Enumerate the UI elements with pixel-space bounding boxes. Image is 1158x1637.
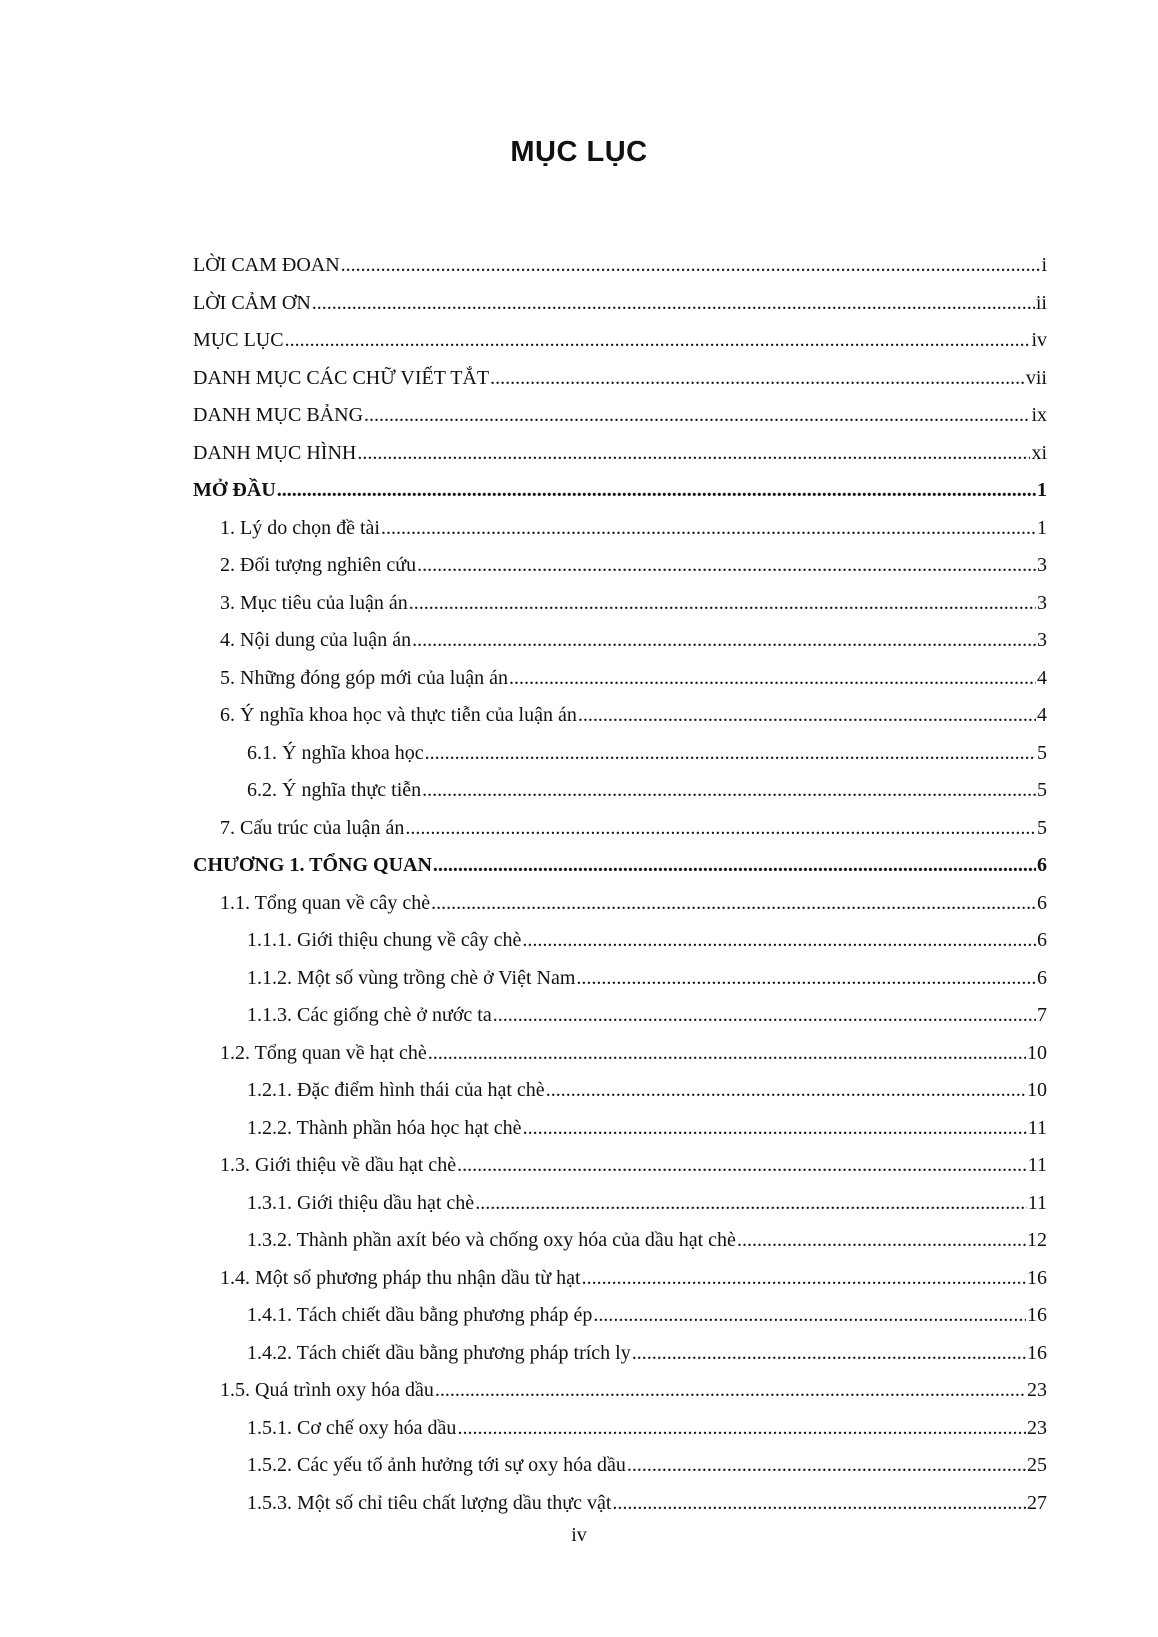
toc-entry-page: 3 bbox=[1037, 629, 1047, 651]
toc-dot-leader bbox=[412, 622, 1036, 660]
toc-entry-label: 5. Những đóng góp mới của luận án bbox=[220, 666, 509, 689]
toc-entry-page: 11 bbox=[1027, 1116, 1047, 1139]
toc-entry-page: 4 bbox=[1037, 666, 1047, 689]
toc-entry bbox=[193, 585, 1047, 623]
toc-entry bbox=[193, 360, 1047, 398]
toc-entry-page: 10 bbox=[1027, 1041, 1047, 1064]
toc-entry-page: 3 bbox=[1037, 591, 1047, 614]
toc-entry-page: 5 bbox=[1037, 779, 1047, 801]
toc-entry-page: 10 bbox=[1027, 1079, 1047, 1101]
toc-entry-label: CHƯƠNG 1. TỔNG QUAN bbox=[193, 854, 432, 876]
table-of-contents bbox=[193, 247, 1047, 1522]
toc-entry-page: 6 bbox=[1037, 929, 1047, 951]
toc-entry bbox=[193, 1335, 1047, 1373]
toc-entry bbox=[193, 1410, 1047, 1448]
toc-dot-leader bbox=[417, 547, 1036, 585]
toc-entry-label: DANH MỤC HÌNH bbox=[193, 441, 357, 464]
toc-entry-page: 6 bbox=[1037, 891, 1047, 914]
toc-entry-label: 6. Ý nghĩa khoa học và thực tiễn của luận án bbox=[220, 704, 577, 726]
toc-entry-page: 1 bbox=[1037, 516, 1047, 539]
toc-entry bbox=[193, 322, 1047, 360]
toc-entry-page: 1 bbox=[1037, 479, 1047, 501]
toc-entry-page: 11 bbox=[1027, 1154, 1047, 1176]
toc-dot-leader bbox=[593, 1297, 1026, 1335]
toc-entry-label: 1.4. Một số phương pháp thu nhận dầu từ hạt bbox=[220, 1266, 581, 1289]
toc-entry-label: 6.1. Ý nghĩa khoa học bbox=[247, 741, 424, 764]
toc-entry bbox=[193, 510, 1047, 548]
toc-entry-label: 1.1.2. Một số vùng trồng chè ở Việt Nam bbox=[247, 966, 576, 989]
toc-entry bbox=[193, 885, 1047, 923]
toc-dot-leader bbox=[431, 885, 1036, 923]
toc-entry-page: 16 bbox=[1027, 1304, 1047, 1326]
toc-entry bbox=[193, 472, 1047, 510]
toc-entry-label: 7. Cấu trúc của luận án bbox=[220, 816, 405, 839]
toc-dot-leader bbox=[428, 1035, 1026, 1073]
toc-entry bbox=[193, 1260, 1047, 1298]
toc-entry bbox=[193, 1372, 1047, 1410]
toc-entry-page: 12 bbox=[1027, 1229, 1047, 1251]
toc-dot-leader bbox=[433, 847, 1036, 885]
toc-entry-page: 4 bbox=[1037, 704, 1047, 726]
toc-dot-leader bbox=[493, 997, 1036, 1035]
toc-dot-leader bbox=[582, 1260, 1026, 1298]
toc-dot-leader bbox=[435, 1372, 1026, 1410]
toc-dot-leader bbox=[576, 960, 1036, 998]
toc-entry bbox=[193, 1110, 1047, 1148]
toc-entry bbox=[193, 1447, 1047, 1485]
toc-entry-page: vii bbox=[1025, 366, 1047, 389]
toc-dot-leader bbox=[457, 1147, 1027, 1185]
toc-entry-label: 1.1.3. Các giống chè ở nước ta bbox=[247, 1004, 492, 1026]
toc-entry bbox=[193, 922, 1047, 960]
toc-entry-label: 1.5.2. Các yếu tố ảnh hưởng tới sự oxy hóa dầu bbox=[247, 1454, 626, 1476]
toc-entry-page: ix bbox=[1031, 404, 1047, 426]
toc-entry-label: 1. Lý do chọn đề tài bbox=[220, 516, 380, 539]
toc-entry-label: 1.1. Tổng quan về cây chè bbox=[220, 891, 431, 914]
toc-dot-leader bbox=[357, 435, 1030, 473]
toc-dot-leader bbox=[490, 360, 1025, 398]
toc-entry-page: 6 bbox=[1037, 966, 1047, 989]
toc-entry bbox=[193, 997, 1047, 1035]
toc-dot-leader bbox=[341, 247, 1041, 285]
toc-dot-leader bbox=[546, 1072, 1026, 1110]
page-number: iv bbox=[571, 1524, 587, 1546]
toc-entry bbox=[193, 397, 1047, 435]
toc-entry-label: 1.3.2. Thành phần axít béo và chống oxy hóa của dầu hạt chè bbox=[247, 1229, 736, 1251]
toc-entry bbox=[193, 547, 1047, 585]
toc-entry-label: 1.5.1. Cơ chế oxy hóa dầu bbox=[247, 1416, 457, 1439]
toc-entry-label: LỜI CẢM ƠN bbox=[193, 291, 311, 314]
toc-dot-leader bbox=[285, 322, 1031, 360]
toc-dot-leader bbox=[381, 510, 1036, 548]
toc-entry bbox=[193, 772, 1047, 810]
toc-dot-leader bbox=[364, 397, 1030, 435]
toc-dot-leader bbox=[422, 772, 1036, 810]
toc-dot-leader bbox=[425, 735, 1036, 773]
toc-entry-label: 1.2.2. Thành phần hóa học hạt chè bbox=[247, 1116, 522, 1139]
toc-dot-leader bbox=[277, 472, 1036, 510]
toc-dot-leader bbox=[405, 810, 1036, 848]
toc-entry-label: 1.2. Tổng quan về hạt chè bbox=[220, 1041, 427, 1064]
toc-entry-label: 1.3. Giới thiệu về dầu hạt chè bbox=[220, 1154, 457, 1176]
toc-entry-label: DANH MỤC CÁC CHỮ VIẾT TẮT bbox=[193, 366, 490, 389]
toc-entry-label: 1.5.3. Một số chỉ tiêu chất lượng dầu thực vật bbox=[247, 1491, 612, 1514]
toc-dot-leader bbox=[509, 660, 1036, 698]
toc-entry bbox=[193, 810, 1047, 848]
toc-entry-label: 3. Mục tiêu của luận án bbox=[220, 591, 408, 614]
toc-entry-label: 1.5. Quá trình oxy hóa dầu bbox=[220, 1379, 434, 1401]
toc-entry bbox=[193, 660, 1047, 698]
toc-entry-label: LỜI CAM ĐOAN bbox=[193, 254, 340, 276]
toc-entry-page: 5 bbox=[1037, 741, 1047, 764]
toc-entry-page: 27 bbox=[1027, 1491, 1047, 1514]
toc-entry-label: 1.1.1. Giới thiệu chung về cây chè bbox=[247, 929, 522, 951]
toc-entry-label: 1.3.1. Giới thiệu dầu hạt chè bbox=[247, 1191, 475, 1214]
toc-entry-page: 25 bbox=[1027, 1454, 1047, 1476]
toc-entry-page: 3 bbox=[1037, 554, 1047, 576]
toc-dot-leader bbox=[627, 1447, 1026, 1485]
toc-dot-leader bbox=[632, 1335, 1026, 1373]
page-title: MỤC LỤC bbox=[510, 136, 648, 168]
toc-dot-leader bbox=[409, 585, 1036, 623]
toc-dot-leader bbox=[612, 1485, 1026, 1523]
toc-entry-page: xi bbox=[1031, 441, 1047, 464]
toc-entry-label: 4. Nội dung của luận án bbox=[220, 629, 412, 651]
toc-entry-page: i bbox=[1041, 254, 1047, 276]
toc-entry bbox=[193, 960, 1047, 998]
toc-entry bbox=[193, 735, 1047, 773]
toc-entry-page: 6 bbox=[1037, 854, 1047, 876]
toc-dot-leader bbox=[578, 697, 1036, 735]
toc-dot-leader bbox=[457, 1410, 1026, 1448]
toc-entry-page: 16 bbox=[1027, 1266, 1047, 1289]
toc-entry bbox=[193, 247, 1047, 285]
toc-entry-page: 16 bbox=[1027, 1341, 1047, 1364]
toc-entry-page: 23 bbox=[1027, 1379, 1047, 1401]
toc-entry-label: 1.2.1. Đặc điểm hình thái của hạt chè bbox=[247, 1079, 545, 1101]
toc-entry bbox=[193, 697, 1047, 735]
toc-entry bbox=[193, 285, 1047, 323]
toc-entry-label: DANH MỤC BẢNG bbox=[193, 404, 364, 426]
toc-entry bbox=[193, 1147, 1047, 1185]
toc-entry-page: iv bbox=[1031, 329, 1047, 351]
toc-dot-leader bbox=[522, 922, 1036, 960]
toc-entry bbox=[193, 1485, 1047, 1523]
toc-entry-label: 1.4.1. Tách chiết dầu bằng phương pháp ép bbox=[247, 1304, 593, 1326]
toc-entry-page: ii bbox=[1035, 291, 1047, 314]
toc-entry-page: 7 bbox=[1037, 1004, 1047, 1026]
toc-entry bbox=[193, 1072, 1047, 1110]
toc-entry bbox=[193, 622, 1047, 660]
toc-dot-leader bbox=[523, 1110, 1027, 1148]
toc-entry-label: MỞ ĐẦU bbox=[193, 479, 276, 501]
toc-entry bbox=[193, 847, 1047, 885]
toc-entry-label: 2. Đối tượng nghiên cứu bbox=[220, 554, 417, 576]
toc-entry-page: 5 bbox=[1037, 816, 1047, 839]
toc-entry-label: 1.4.2. Tách chiết dầu bằng phương pháp trích ly bbox=[247, 1341, 631, 1364]
toc-entry-label: MỤC LỤC bbox=[193, 329, 284, 351]
toc-entry bbox=[193, 1297, 1047, 1335]
toc-dot-leader bbox=[312, 285, 1035, 323]
toc-entry-page: 11 bbox=[1027, 1191, 1047, 1214]
toc-entry-label: 6.2. Ý nghĩa thực tiễn bbox=[247, 779, 422, 801]
toc-entry bbox=[193, 1035, 1047, 1073]
toc-dot-leader bbox=[475, 1185, 1027, 1223]
toc-dot-leader bbox=[737, 1222, 1026, 1260]
toc-entry bbox=[193, 1222, 1047, 1260]
toc-entry-page: 23 bbox=[1027, 1416, 1047, 1439]
toc-entry bbox=[193, 435, 1047, 473]
toc-entry bbox=[193, 1185, 1047, 1223]
